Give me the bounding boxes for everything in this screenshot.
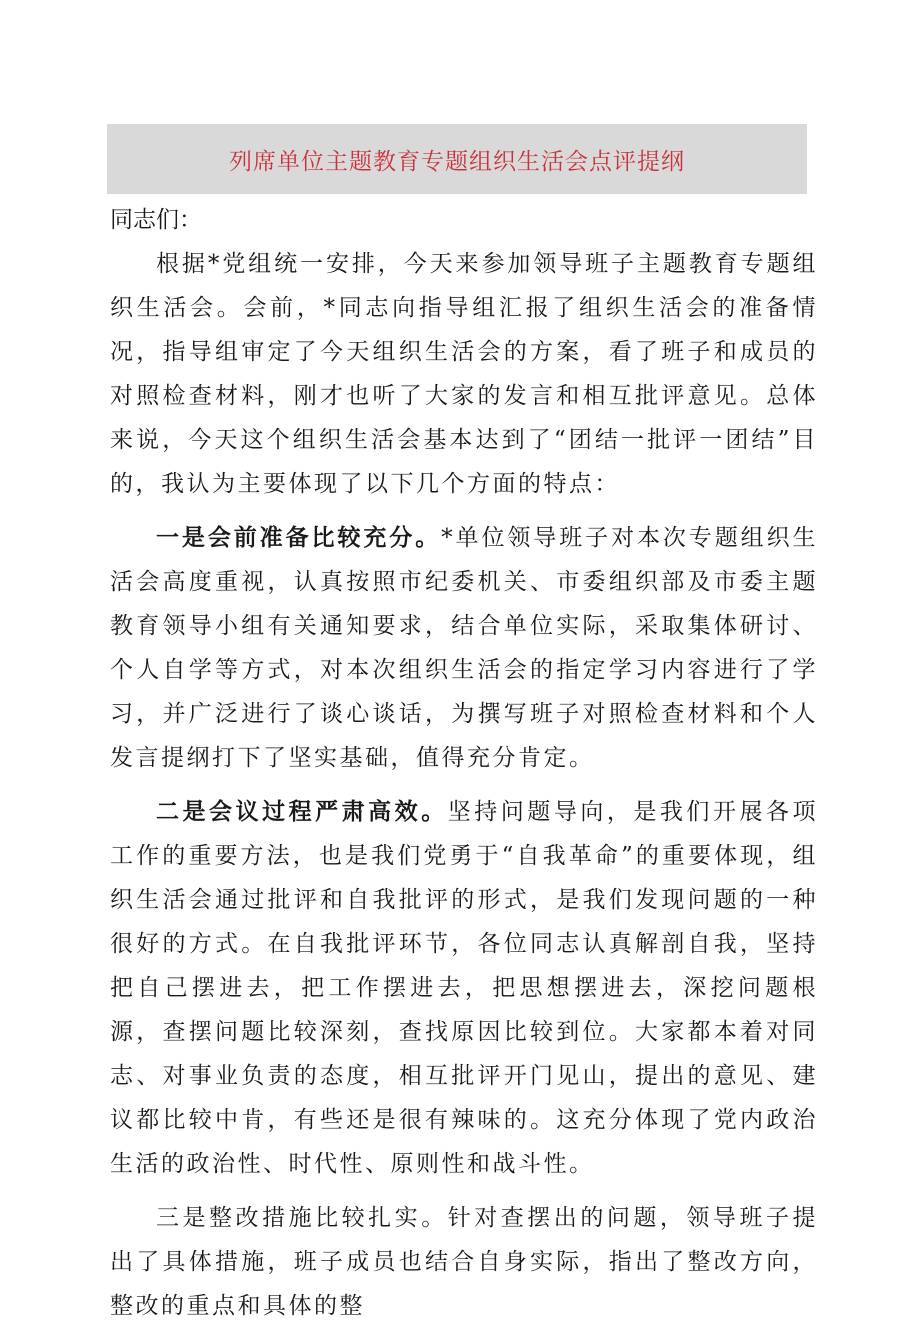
salutation: 同志们： xyxy=(110,207,202,233)
title-banner xyxy=(107,124,807,194)
point-1-lead: 一是会前准备比较充分。 xyxy=(156,524,442,551)
point-1-body: *单位领导班子对本次专题组织生活会高度重视，认真按照市纪委机关、市委组织部及市委主题教育领导小组有关通知要求，结合单位实际，采取集体研讨、个人自学等方式，对本次组织生活会的指定学习内容进行了学习，并广泛进行了谈心谈话，为撰写班子对照检查材料和个人发言提纲打下了坚实基础，值得充分肯定。 xyxy=(110,525,819,771)
point-2-body: 坚持问题导向，是我们开展各项工作的重要方法，也是我们党勇于“自我革命”的重要体现，组织生活会通过批评和自我批评的形式，是我们发现问题的一种很好的方式。在自我批评环节，各位同志认真解剖自我，坚持把自己摆进去，把工作摆进去，把思想摆进去，深挖问题根源，查摆问题比较深刻，查找原因比较到位。大家都本着对同志、对事业负责的态度，相互批评开门见山，提出的意见、建议都比较中肯，有些还是很有辣味的。这充分体现了党内政治生活的政治性、时代性、原则性和战斗性。 xyxy=(110,799,819,1177)
intro-paragraph: 根据*党组统一安排，今天来参加领导班子主题教育专题组织生活会。会前，*同志向指导组汇报了组织生活会的准备情况，指导组审定了今天组织生活会的方案，看了班子和成员的对照检查材料，刚才也听了大家的发言和相互批评意见。总体来说，今天这个组织生活会基本达到了“团结一批评一团结”目的，我认为主要体现了以下几个方面的特点： xyxy=(110,251,818,497)
document-body xyxy=(110,198,818,1328)
document-title: 列席单位主题教育专题组织生活会点评提纲 xyxy=(229,148,685,175)
point-2-lead: 二是会议过程严肃高效。 xyxy=(156,798,448,825)
point-1-paragraph xyxy=(110,516,818,780)
point-2-paragraph xyxy=(110,790,818,1186)
point-3-paragraph: 三是整改措施比较扎实。针对查摆出的问题，领导班子提出了具体措施，班子成员也结合自身实际，指出了整改方向，整改的重点和具体的整 xyxy=(110,1205,818,1319)
